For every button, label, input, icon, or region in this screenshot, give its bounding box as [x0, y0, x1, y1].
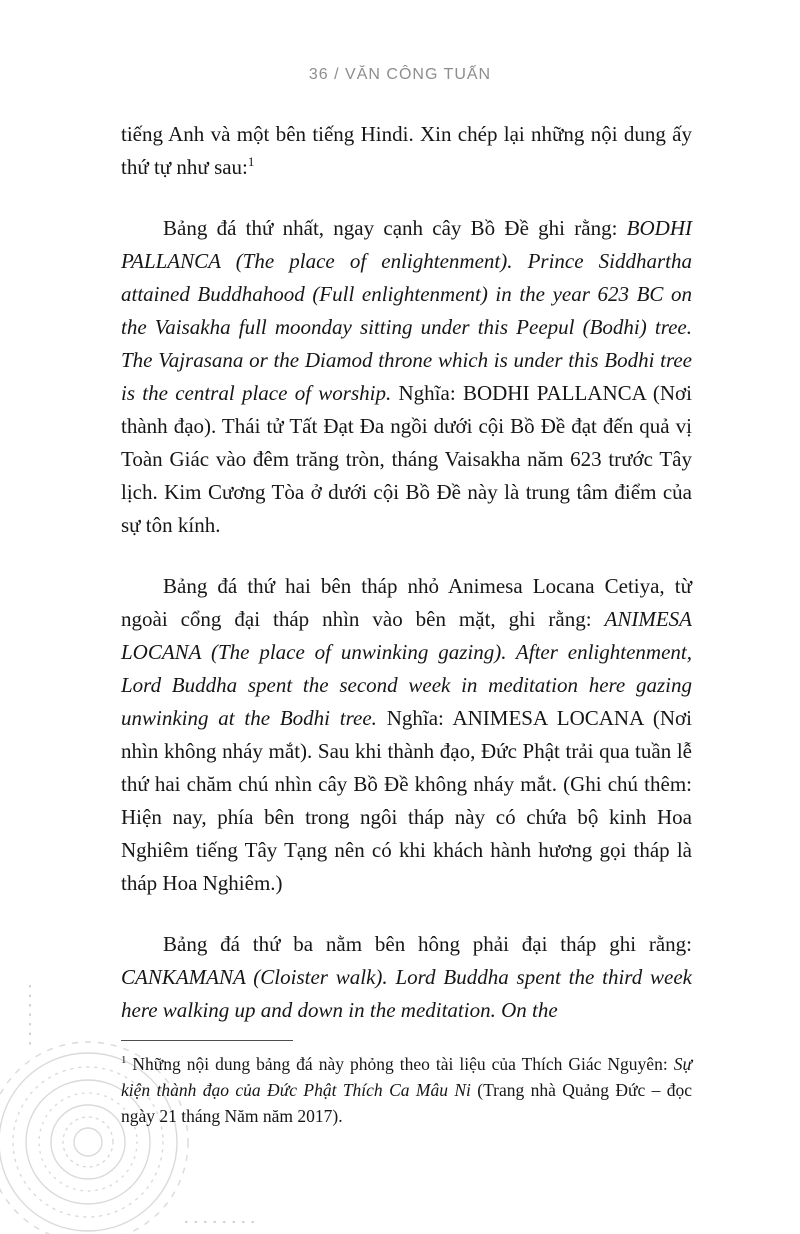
- running-header: 36 / VĂN CÔNG TUẤN: [308, 66, 492, 83]
- footnote-reference-mark: 1: [247, 154, 255, 169]
- footnote-separator-rule: [121, 1040, 293, 1041]
- paragraph-third-slab: [121, 928, 692, 1027]
- footnote-body-text: Những nội dung bảng đá này phỏng theo tài liệu của Thích Giác Nguyên:: [126, 1054, 674, 1074]
- third-slab-lead-text: Bảng đá thứ ba nằm bên hông phải đại tháp ghi rằng:: [163, 932, 692, 956]
- footnote-source-text: (Trang nhà Quảng Đức – đọc ngày 21 tháng Năm năm 2017).: [121, 1080, 692, 1126]
- first-slab-vietnamese-text: Nghĩa: BODHI PALLANCA (Nơi thành đạo). Thái tử Tất Đạt Đa ngồi dưới cội Bồ Đề đạt đến quả vị Toàn Giác vào đêm trăng tròn, tháng Vaisakha năm 623 trước Tây lịch. Kim Cương Tòa ở dưới cội Bồ Đề này là trung tâm điểm của sự tôn kính.: [121, 381, 692, 537]
- paragraph-intro-text: tiếng Anh và một bên tiếng Hindi. Xin chép lại những nội dung ấy thứ tự như sau:: [121, 122, 692, 179]
- first-slab-english-text: BODHI PALLANCA (The place of enlightenment). Prince Siddhartha attained Buddhahood (Full enlightenment) in the year 623 BC on the Vaisakha full moonday sitting under this Peepul (Bodhi) tree. The Vajrasana or the Diamod throne which is under this Bodhi tree is the central place of worship.: [121, 216, 692, 405]
- footnote-cited-title: Sự kiện thành đạo của Đức Phật Thích Ca Mâu Ni: [121, 1054, 692, 1100]
- page-body: [121, 118, 692, 1055]
- footnote-text: [121, 1051, 692, 1129]
- paragraph-first-slab: [121, 212, 692, 542]
- third-slab-english-text: CANKAMANA (Cloister walk). Lord Buddha spent the third week here walking up and down in the meditation. On the: [121, 965, 692, 1022]
- footnote-marker: 1: [121, 1054, 127, 1067]
- second-slab-lead-text: Bảng đá thứ hai bên tháp nhỏ Animesa Locana Cetiya, từ ngoài cổng đại tháp nhìn vào bên mặt, ghi rằng:: [121, 574, 692, 631]
- first-slab-lead-text: Bảng đá thứ nhất, ngay cạnh cây Bồ Đề ghi rằng:: [163, 216, 627, 240]
- paragraph-second-slab: [121, 570, 692, 900]
- second-slab-vietnamese-text: Nghĩa: ANIMESA LOCANA (Nơi nhìn không nháy mắt). Sau khi thành đạo, Đức Phật trải qua tuần lễ thứ hai chăm chú nhìn cây Bồ Đề không nháy mắt. (Ghi chú thêm: Hiện nay, phía bên trong ngôi tháp này có chứa bộ kinh Hoa Nghiêm tiếng Tây Tạng nên có khi khách hành hương gọi tháp là tháp Hoa Nghiêm.): [121, 706, 692, 895]
- second-slab-english-text: ANIMESA LOCANA (The place of unwinking gazing). After enlightenment, Lord Buddha spent the second week in meditation here gazing unwinking at the Bodhi tree.: [121, 607, 692, 730]
- footnote-block: [121, 1040, 692, 1129]
- paragraph-intro: [121, 118, 692, 184]
